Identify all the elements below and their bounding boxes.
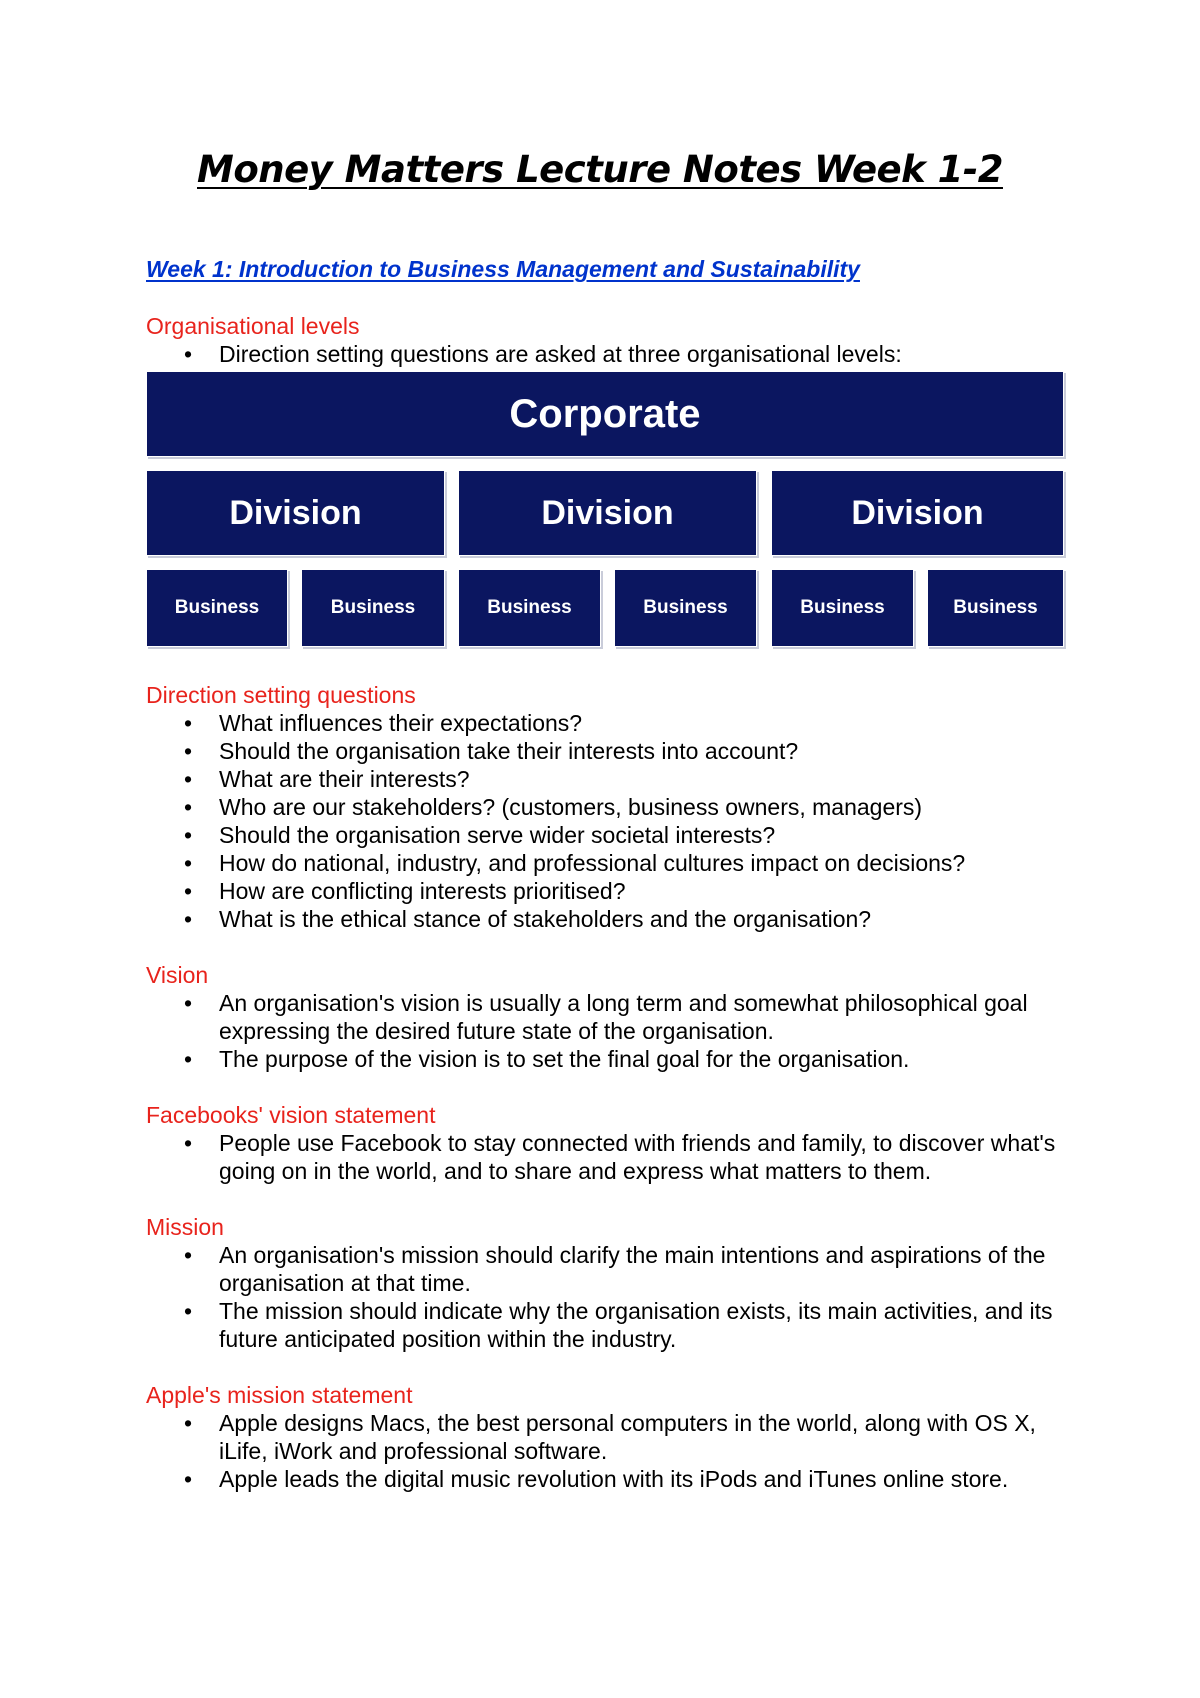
section-heading: Direction setting questions	[146, 682, 416, 708]
bullet-icon: •	[184, 1298, 193, 1324]
list-item: • Who are our stakeholders? (customers, business owners, managers)	[184, 794, 923, 820]
list-item: • How are conflicting interests prioritised?	[184, 878, 626, 904]
list-item: • People use Facebook to stay connected with friends and family, to discover what's going on in the world, and to share and express what matters to them.	[184, 1130, 1056, 1184]
list-item: • Should the organisation take their interests into account?	[184, 738, 799, 764]
org-box-business: Business	[614, 569, 757, 647]
org-box-division: Division	[146, 470, 445, 556]
bullet-icon: •	[184, 990, 193, 1016]
list-item: • The mission should indicate why the organisation exists, its main activities, and its future anticipated position within the industry.	[184, 1298, 1053, 1352]
list-item: • Direction setting questions are asked at three organisational levels:	[184, 341, 902, 367]
section-mission	[146, 1213, 1086, 1353]
org-box-division: Division	[771, 470, 1064, 556]
section-organisational-levels	[146, 312, 1086, 368]
section-apple-mission	[146, 1381, 1086, 1493]
bullet-icon: •	[184, 822, 193, 848]
list-item: • Apple designs Macs, the best personal computers in the world, along with OS X, iLife, iWork and professional software.	[184, 1410, 1036, 1464]
list-item: • What is the ethical stance of stakeholders and the organisation?	[184, 906, 872, 932]
org-box-business: Business	[771, 569, 914, 647]
list-item: • The purpose of the vision is to set the final goal for the organisation.	[184, 1046, 910, 1072]
bullet-list	[146, 989, 1086, 1073]
list-item: • An organisation's mission should clarify the main intentions and aspirations of the organisation at that time.	[184, 1242, 1046, 1296]
bullet-icon: •	[184, 850, 193, 876]
bullet-icon: •	[184, 878, 193, 904]
bullet-icon: •	[184, 766, 193, 792]
org-box-business: Business	[458, 569, 601, 647]
list-item: • Apple leads the digital music revolution with its iPods and iTunes online store.	[184, 1466, 1009, 1492]
section-vision	[146, 961, 1086, 1073]
org-box-business: Business	[301, 569, 445, 647]
bullet-icon: •	[184, 794, 193, 820]
bullet-icon: •	[184, 906, 193, 932]
list-item: • What are their interests?	[184, 766, 470, 792]
section-heading: Vision	[146, 962, 209, 988]
bullet-icon: •	[184, 1410, 193, 1436]
org-box-business: Business	[927, 569, 1064, 647]
section-facebook-vision	[146, 1101, 1086, 1185]
list-item: • Should the organisation serve wider societal interests?	[184, 822, 776, 848]
document-title: Money Matters Lecture Notes Week 1-2	[197, 148, 1003, 191]
org-box-business: Business	[146, 569, 288, 647]
org-box-division: Division	[458, 470, 757, 556]
bullet-icon: •	[184, 341, 193, 367]
bullet-list	[146, 1409, 1086, 1493]
section-heading: Mission	[146, 1214, 224, 1240]
bullet-icon: •	[184, 1046, 193, 1072]
bullet-icon: •	[184, 1242, 193, 1268]
week-heading[interactable]: Week 1: Introduction to Business Management and Sustainability	[146, 256, 860, 282]
bullet-icon: •	[184, 1130, 193, 1156]
org-box-corporate: Corporate	[146, 371, 1064, 457]
bullet-list	[146, 1129, 1086, 1185]
document-body	[146, 312, 1086, 1493]
bullet-icon: •	[184, 710, 193, 736]
section-heading: Organisational levels	[146, 313, 360, 339]
bullet-list	[146, 1241, 1086, 1353]
section-heading: Apple's mission statement	[146, 1382, 413, 1408]
list-item: • An organisation's vision is usually a long term and somewhat philosophical goal expressing the desired future state of the organisation.	[184, 990, 1028, 1044]
bullet-list	[146, 340, 1086, 368]
bullet-list	[146, 709, 1086, 933]
section-heading: Facebooks' vision statement	[146, 1102, 436, 1128]
bullet-icon: •	[184, 738, 193, 764]
bullet-icon: •	[184, 1466, 193, 1492]
org-chart	[146, 371, 1064, 647]
section-direction-setting-questions	[146, 681, 1086, 933]
list-item: • What influences their expectations?	[184, 710, 583, 736]
list-item: • How do national, industry, and professional cultures impact on decisions?	[184, 850, 966, 876]
